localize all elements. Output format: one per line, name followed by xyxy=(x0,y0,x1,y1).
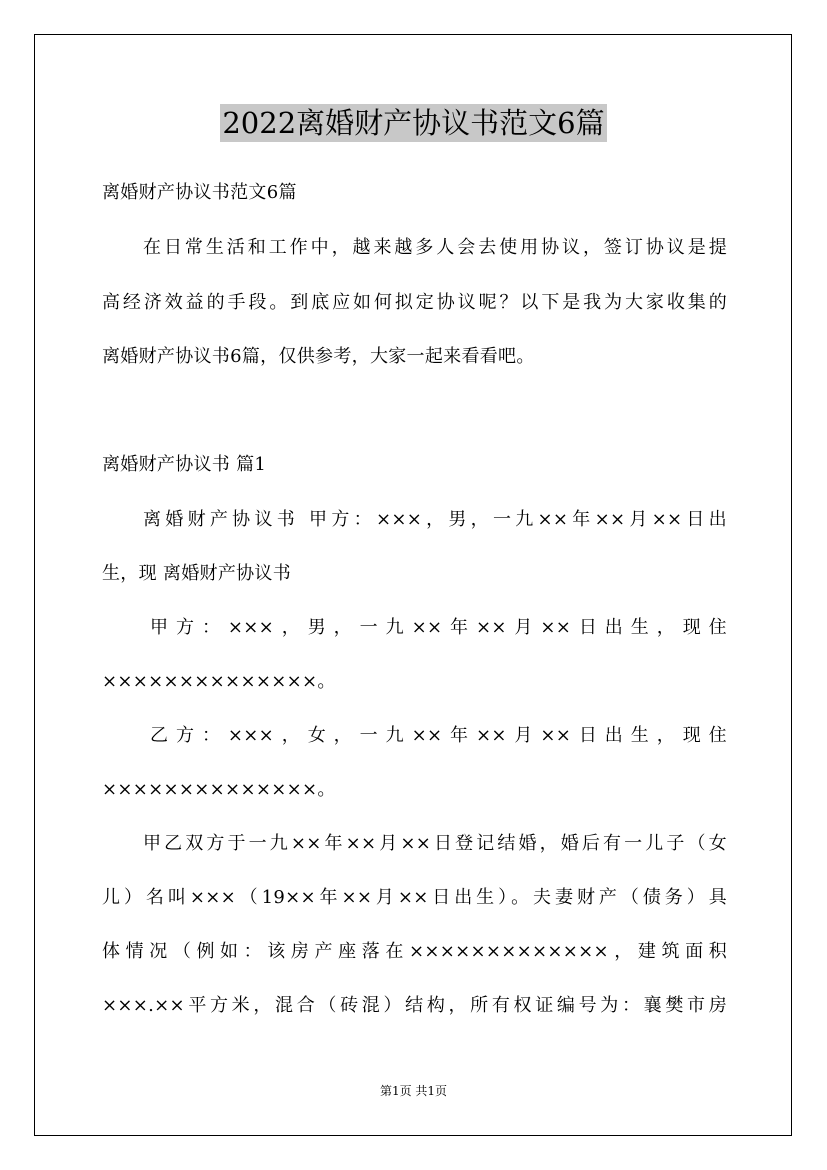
body-line: ××××××××××××××。 xyxy=(102,671,336,692)
body-line: 乙方：×××，女，一九××年××月××日出生，现住 xyxy=(150,725,727,746)
body-line: 体情况（例如：该房产座落在×××××××××××××，建筑面积 xyxy=(102,941,727,962)
body-line: ××××××××××××××。 xyxy=(102,779,336,800)
document-subtitle: 离婚财产协议书范文6篇 xyxy=(102,182,297,203)
body-line: 离婚财产协议书 甲方：×××，男，一九××年××月××日出 xyxy=(143,509,727,530)
page-footer: 第1页 共1页 xyxy=(379,1084,448,1098)
document-title: 2022离婚财产协议书范文6篇 xyxy=(222,106,605,140)
body-line: 儿）名叫×××（19××年××月××日出生）。夫妻财产（债务）具 xyxy=(102,887,727,908)
body-line: 甲方：×××，男，一九××年××月××日出生，现住 xyxy=(150,617,727,638)
body-line: ×××.××平方米，混合（砖混）结构，所有权证编号为：襄樊市房 xyxy=(102,995,727,1016)
body-line: 甲乙双方于一九××年××月××日登记结婚，婚后有一儿子（女 xyxy=(143,833,727,854)
section-heading: 离婚财产协议书 篇1 xyxy=(102,454,267,475)
title-container xyxy=(0,104,827,142)
intro-line: 离婚财产协议书6篇，仅供参考，大家一起来看看吧。 xyxy=(102,346,535,367)
intro-line: 高经济效益的手段。到底应如何拟定协议呢？以下是我为大家收集的 xyxy=(102,292,727,313)
intro-line: 在日常生活和工作中，越来越多人会去使用协议，签订协议是提 xyxy=(143,237,727,258)
body-line: 生，现 离婚财产协议书 xyxy=(102,563,292,584)
